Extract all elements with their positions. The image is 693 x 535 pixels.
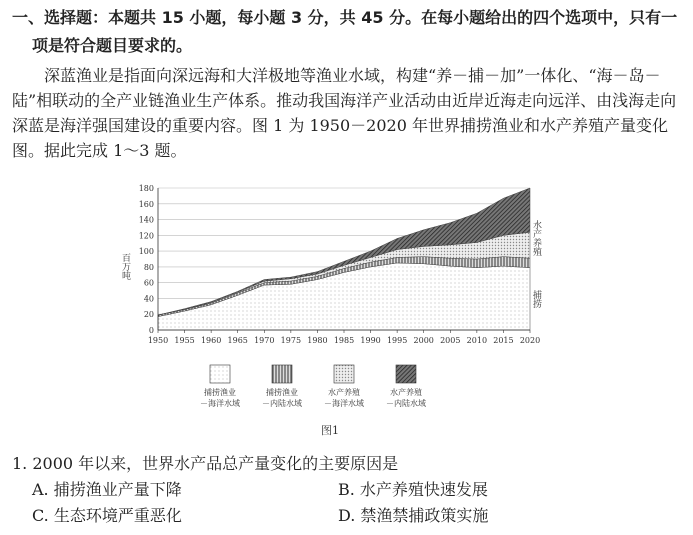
legend-swatch-1: [210, 365, 230, 383]
option-b[interactable]: B. 水产养殖快速发展: [338, 480, 488, 499]
legend-label-2: 捕捞渔业: [266, 388, 298, 397]
x-tick-label: 1995: [386, 336, 408, 345]
y-tick-label: 180: [138, 184, 154, 193]
x-tick-label: 2010: [466, 336, 488, 345]
x-tick-label: 1985: [333, 336, 355, 345]
section-heading-line1: 一、选择题：本题共 15 小题，每小题 3 分，共 45 分。在每小题给出的四个选项中，只有一: [12, 8, 678, 27]
option-d[interactable]: D. 禁渔禁捕政策实施: [338, 506, 489, 525]
y-tick-label: 140: [138, 215, 154, 225]
legend-label-4: 水产养殖: [390, 388, 422, 397]
legend-sublabel-3: －海洋水域: [324, 399, 364, 408]
x-tick-label: 1990: [360, 336, 381, 345]
legend: [200, 365, 426, 408]
side-label-aquaculture: 水产养殖: [531, 220, 541, 256]
legend-label-1: 捕捞渔业: [204, 388, 236, 397]
side-label-capture: 捕捞: [531, 290, 541, 308]
y-tick-label: 20: [143, 310, 154, 320]
x-tick-label: 1960: [200, 336, 222, 345]
legend-sublabel-4: －内陆水域: [386, 399, 426, 408]
x-tick-label: 1955: [174, 336, 195, 345]
question-stem: 1. 2000 年以来，世界水产品总产量变化的主要原因是: [12, 454, 399, 473]
option-a[interactable]: A. 捕捞渔业产量下降: [32, 480, 182, 499]
area-series-1: [158, 263, 530, 330]
legend-sublabel-1: －海洋水域: [200, 399, 240, 408]
x-tick-label: 1950: [147, 336, 169, 345]
production-chart: [110, 178, 580, 438]
x-tick-label: 1975: [280, 336, 302, 345]
legend-swatch-3: [334, 365, 354, 383]
y-tick-label: 120: [138, 231, 154, 241]
y-axis-label: 百万吨: [120, 253, 130, 280]
y-tick-label: 60: [143, 278, 154, 288]
section-heading-line2: 项是符合题目要求的。: [32, 36, 193, 55]
x-tick-label: 1965: [227, 336, 248, 345]
y-tick-label: 0: [148, 326, 154, 335]
y-tick-label: 160: [138, 199, 154, 209]
x-tick-label: 2005: [440, 336, 461, 345]
legend-swatch-2: [272, 365, 292, 383]
legend-swatch-4: [396, 365, 416, 383]
x-tick-label: 2015: [493, 336, 514, 345]
y-tick-label: 40: [143, 294, 154, 304]
x-tick-label: 2020: [519, 336, 541, 345]
legend-label-3: 水产养殖: [328, 388, 360, 397]
option-c[interactable]: C. 生态环境严重恶化: [32, 506, 182, 525]
x-tick-label: 1970: [254, 336, 275, 345]
x-tick-label: 2000: [413, 336, 434, 345]
intro-paragraph: 深蓝渔业是指面向深远海和大洋极地等渔业水域，构建“养－捕－加”一体化、“海－岛－陆”相联动的全产业链渔业生产体系。推动我国海洋产业活动由近岸近海走向远洋、由浅海走向深蓝是海洋强国建设的重要内容。图 1 为 1950－2020 年世界捕捞渔业和水产养殖产量变化图。据此完成 1～3 题。: [12, 66, 677, 160]
stacked-areas: [158, 188, 530, 330]
y-tick-label: 100: [138, 247, 154, 257]
y-tick-label: 80: [143, 262, 154, 272]
x-tick-label: 1980: [307, 336, 328, 345]
figure-caption: 图1: [321, 424, 339, 437]
legend-sublabel-2: －内陆水域: [262, 399, 302, 408]
